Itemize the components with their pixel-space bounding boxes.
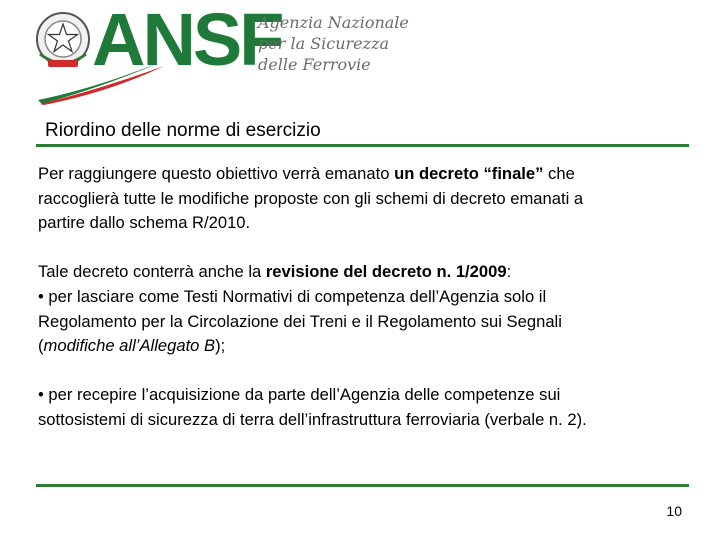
header (0, 0, 720, 110)
bold-text-run: revisione del decreto n. 1/2009 (265, 262, 507, 282)
body-line: raccoglierà tutte le modifiche proposte con gli schemi di decreto emanati a (38, 188, 584, 208)
slide-title: Riordino delle norme di esercizio (45, 120, 321, 141)
agency-name-line: Agenzia Nazionale (258, 13, 409, 32)
text-run: Per raggiungere questo obiettivo verrà emanato (38, 164, 395, 183)
agency-name-line: delle Ferrovie (258, 55, 371, 74)
text-run: ); (215, 336, 226, 356)
text-run: Tale decreto conterrà anche la (38, 262, 266, 282)
text-run: che (543, 164, 575, 183)
text-run: ( (38, 336, 44, 356)
body-line: partire dallo schema R/2010. (38, 213, 251, 233)
footer-divider (36, 484, 689, 487)
body-line: • per recepire l’acquisizione da parte dell’Agenzia delle competenze sui (38, 385, 561, 405)
page-number: 10 (666, 503, 682, 519)
italic-text-run: modifiche all’Allegato B (43, 336, 216, 356)
ansf-logo-text: ANSF (92, 0, 282, 81)
body-line (38, 162, 708, 187)
bold-text-run: un decreto “finale” (394, 164, 544, 183)
agency-name (258, 12, 409, 75)
text-run: : (506, 262, 512, 282)
body-line: sottosistemi di sicurezza di terra dell’infrastruttura ferroviaria (verbale n. 2). (38, 409, 587, 429)
slide-body (38, 162, 708, 433)
body-line (38, 260, 708, 285)
body-line: • per lasciare come Testi Normativi di competenza dell’Agenzia solo il (38, 286, 547, 306)
title-divider (36, 144, 689, 147)
agency-name-line: per la Sicurezza (258, 34, 390, 53)
body-line: Regolamento per la Circolazione dei Treni e il Regolamento sui Segnali (38, 311, 562, 331)
body-line (38, 334, 708, 359)
tricolor-swoosh-icon (36, 60, 166, 105)
